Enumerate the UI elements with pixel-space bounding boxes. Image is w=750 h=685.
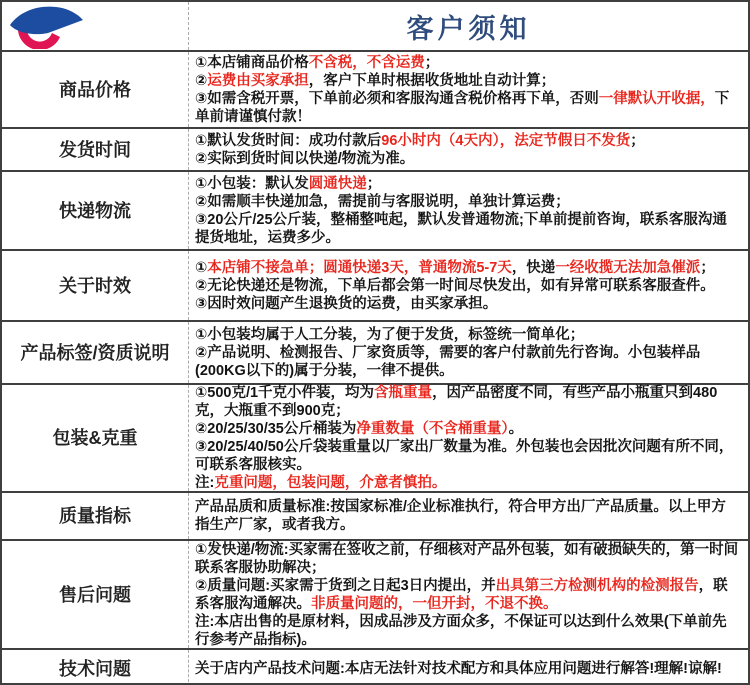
content-line: ③20/25/40/50公斤袋装重量以厂家出厂数量为准。外包装也会因批次问题有所不同，可联系客服核实。: [195, 439, 734, 473]
header-row: [2, 2, 748, 50]
table-row: [2, 170, 748, 249]
table-row: [2, 383, 748, 491]
row-label: 发货时间: [2, 129, 189, 170]
table-row: [2, 127, 748, 170]
row-label: 售后问题: [2, 541, 189, 648]
content-line: ③如需含税开票，下单前必须和客服沟通含税价格再下单，否则一律默认开收据，下单前请谨慎付款！: [195, 90, 730, 125]
page-title: 客户须知: [406, 13, 531, 44]
content-line: ①本店铺商品价格不含税，不含运费；: [195, 54, 440, 71]
content-line: 注:克重问题，包装问题，介意者慎拍。: [195, 475, 447, 491]
content-line: ①本店铺不接急单；圆通快递3天，普通物流5-7天，快递一经收揽无法加急催派；: [195, 259, 715, 276]
content-line: ③因时效问题产生退换货的运费，由买家承担。: [195, 295, 498, 312]
content-line: ①默认发货时间：成功付款后96小时内（4天内），法定节假日不发货；: [195, 132, 645, 149]
table-row: [2, 320, 748, 383]
row-content: [189, 541, 748, 648]
row-content: [189, 650, 748, 685]
row-content: [189, 52, 748, 127]
brand-logo: [2, 2, 189, 50]
table-row: [2, 539, 748, 648]
content-line: ①500克/1千克小件装，均为含瓶重量，因产品密度不同，有些产品小瓶重只到480克，大瓶重不到900克；: [195, 385, 718, 419]
content-line: ①小包装均属于人工分装，为了便于发货，标签统一简单化；: [195, 326, 585, 343]
row-content: [189, 493, 748, 539]
content-line: ②质量问题:买家需于货到之日起3日内提出，并出具第三方检测机构的检测报告，联系客服沟通解决。非质量问题的，一但开封，不退不换。: [195, 577, 728, 612]
content-line: ②实际到货时间以快递/物流为准。: [195, 150, 415, 167]
row-label: 技术问题: [2, 650, 189, 685]
row-content: [189, 129, 748, 170]
row-label: 产品标签/资质说明: [2, 322, 189, 383]
table-row: [2, 50, 748, 127]
notice-table: [2, 50, 748, 685]
row-content: [189, 385, 748, 491]
content-line: ②运费由买家承担，客户下单时根据收货地址自动计算；: [195, 72, 556, 89]
title-cell: [189, 2, 748, 50]
content-line: 注:本店出售的是原材料，因成品涉及方面众多，不保证可以达到什么效果(下单前先行参考产品指标)。: [195, 613, 727, 648]
row-label: 商品价格: [2, 52, 189, 127]
content-line: 关于店内产品技术问题:本店无法针对技术配方和具体应用问题进行解答!理解!谅解!: [195, 660, 722, 677]
content-line: 产品品质和质量标准:按国家标准/企业标准执行，符合甲方出厂产品质量。以上甲方指生产厂家，或者我方。: [195, 499, 726, 533]
content-line: ①发快递/物流:买家需在签收之前，仔细核对产品外包装，如有破损缺失的，第一时间联系客服协助解决；: [195, 541, 739, 576]
content-line: ②产品说明、检测报告、厂家资质等，需要的客户付款前先行咨询。小包装样品(200KG以下的)属于分装，一律不提供。: [195, 344, 701, 379]
content-line: ③20公斤/25公斤装，整桶整吨起，默认发普通物流;下单前提前咨询，联系客服沟通提货地址，运费多少。: [195, 211, 727, 246]
content-line: ②无论快递还是物流，下单后都会第一时间尽快发出，如有异常可联系客服查件。: [195, 277, 715, 294]
row-label: 关于时效: [2, 251, 189, 320]
row-content: [189, 172, 748, 249]
table-row: [2, 491, 748, 539]
row-label: 快递物流: [2, 172, 189, 249]
row-label: 质量指标: [2, 493, 189, 539]
row-content: [189, 322, 748, 383]
content-line: ②如需顺丰快递加急，需提前与客服说明，单独计算运费；: [195, 193, 570, 210]
content-line: ②20/25/30/35公斤桶装为净重数量（不含桶重量）。: [195, 421, 524, 437]
logo-icon: [4, 3, 86, 49]
table-row: [2, 648, 748, 685]
row-label: 包装&克重: [2, 385, 189, 491]
content-line: ①小包装：默认发圆通快递；: [195, 175, 382, 192]
table-row: [2, 249, 748, 320]
row-content: [189, 251, 748, 320]
